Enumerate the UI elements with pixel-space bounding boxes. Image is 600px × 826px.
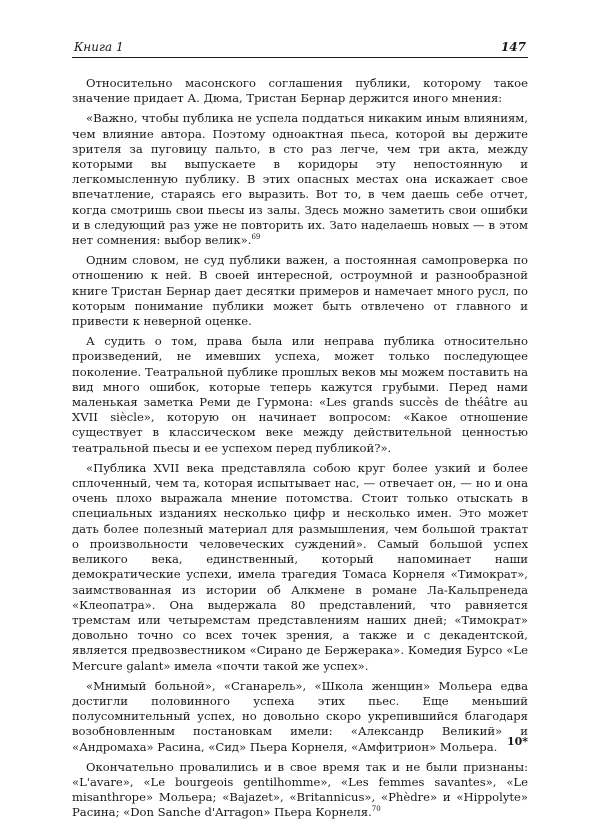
book-title: Книга 1 [74,40,124,54]
paragraph: Окончательно провалились и в свое время так и не были признаны: «L'avare», «Le bourgeois gentilhomme», «Les femmes savantes», «Le misanthrope» Мольера; «Bajazet», «Britannicus», «Phèdre» и «Hippolyte» Расина; «Don Sanche d'Arragon» Пьера Корнеля.$^{70}$ [72,759,528,820]
footnote-ref: 70 [371,805,381,814]
printer-signature: 10* [506,735,528,748]
paragraph: Относительно масонского соглашения публики, которому такое значение придает А. Дюма, Тристан Бернар держится иного мнения: [72,76,528,106]
paragraph: «Мнимый больной», «Сганарель», «Школа женщин» Мольера едва достигли половинного успеха этих пьес. Еще меньший полусомнительный успех, но довольно скоро укрепившийся благодаря возобновленным постановкам имели: «Александр Великий» и «Андромаха» Расина, «Сид» Пьера Корнеля, «Амфитрион» Мольера. [72,678,528,754]
paragraph: «Публика XVII века представляла собою круг более узкий и более сплоченный, чем та, которая испытывает нас, — отвечает он, — но и она очень плохо выражала мнение потомства. Стоит только отыскать в специальных изданиях несколько цифр и несколько имен. Это может дать более полезный материал для размышления, чем большой трактат о произвольности человеческих суждений». Самый большой успех великого века, единственный, который напоминает наши демократические успехи, имела трагедия Томаса Корнеля «Тимократ», заимствованная из истории об Алкмене в романе Ла-Кальпренеда «Клеопатра». Она выдержала 80 представлений, что равняется тремстам или четыремстам представлениям наших дней; «Тимократ» довольно точно со всех точек зрения, а также и с декадентской, является предвозвестником «Сирано де Бержерака». Комедия Бурсо «Le Mercure galant» имела «почти такой же успех». [72,460,528,673]
page-number: 147 [500,40,526,54]
book-page [72,40,528,826]
body-text [72,76,528,821]
paragraph: А судить о том, права была или неправа публика относительно произведений, не имевших успеха, может только последующее поколение. Театральной публике прошлых веков мы можем поставить на вид много ошибок, которые теперь кажутся грубыми. Перед нами маленькая заметка Реми де Гурмона: «Les grands succès de théâtre au XVII siècle», которую он начинает вопросом: «Какое отношение существует в классическом веке между действительной ценностью театральной пьесы и ее успехом перед публикой?». [72,334,528,455]
footnote-ref: 69 [251,233,261,242]
paragraph: Одним словом, не суд публики важен, а постоянная самопроверка по отношению к ней. В своей интересной, остроумной и разнообразной книге Тристан Бернар дает десятки примеров и намечает много русл, по которым понимание публики может быть отвлечено от главного и привести к неверной оценке. [72,253,528,329]
running-head [72,40,528,58]
paragraph: «Важно, чтобы публика не успела поддаться никаким иным влияниям, чем влияние автора. Поэтому одноактная пьеса, которой вы держите зрителя за пуговицу пальто, в сто раз легче, чем три акта, между которыми вы выпускаете в коридоры эту непостоянную и легкомысленную публику. В этих опасных местах она искажает свое впечатление, стараясь его выразить. Вот то, в чем даешь себе отчет, когда смотришь свои пьесы из залы. Здесь можно заметить свои ошибки и в следующий раз уже не повторить их. Зато наделаешь новых — в этом нет сомнения: выбор велик».$^{69}$ [72,111,528,248]
